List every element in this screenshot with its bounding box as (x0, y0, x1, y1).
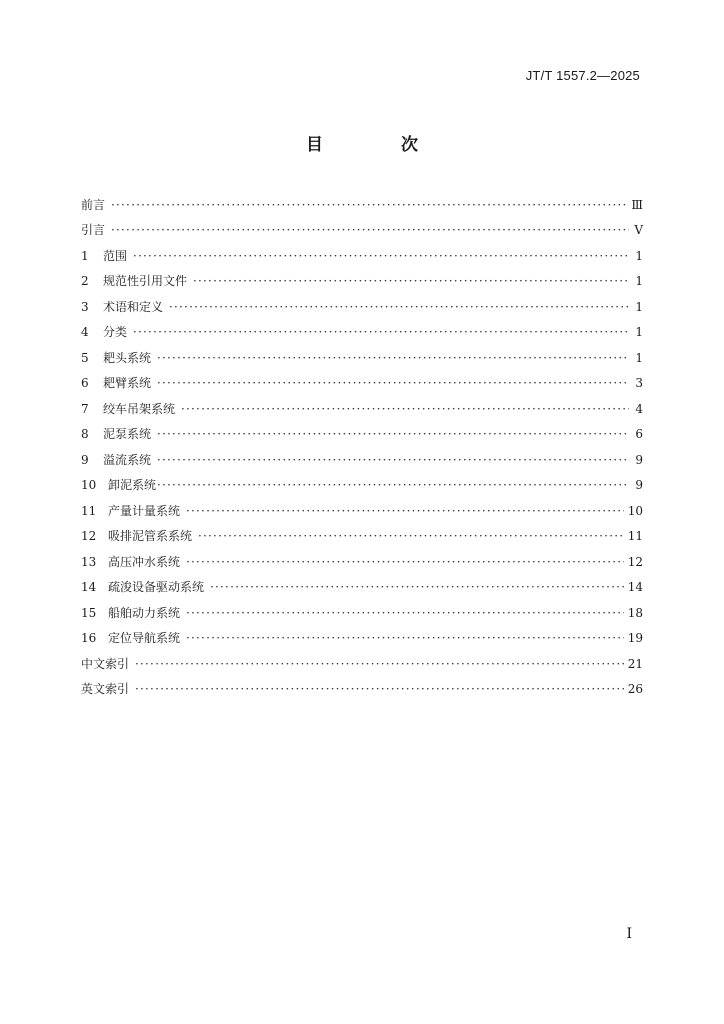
toc-leader-dots (157, 478, 629, 492)
table-of-contents (81, 186, 643, 696)
toc-entry-label: 船舶动力系统 (108, 605, 181, 620)
toc-entry-number: 14 (81, 580, 97, 594)
toc-entry-number: 10 (81, 478, 97, 492)
toc-entry-page: 3 (635, 376, 643, 390)
toc-entry-page: 18 (627, 605, 643, 620)
toc-entry-number: 12 (81, 529, 97, 543)
toc-entry-label: 前言 (81, 197, 106, 212)
toc-leader-dots (157, 427, 629, 441)
toc-entry-6[interactable] (81, 365, 643, 391)
toc-entry-label: 卸泥系统 (108, 478, 157, 492)
toc-entry-number: 6 (81, 376, 89, 390)
toc-entry-number: 11 (81, 503, 97, 518)
toc-entry-8[interactable] (81, 416, 643, 442)
toc-entry-label: 泥泵系统 (103, 427, 152, 441)
page-number: I (626, 926, 632, 942)
toc-entry-page: 19 (627, 631, 643, 645)
toc-entry-page: 4 (635, 401, 643, 416)
toc-leader-dots (186, 606, 624, 620)
toc-leader-dots (210, 580, 624, 594)
toc-entry-page: 14 (627, 580, 643, 594)
toc-entry-page: 1 (635, 325, 643, 339)
toc-entry-2[interactable] (81, 263, 643, 289)
toc-entry-introduction[interactable] (81, 212, 643, 238)
toc-entry-16[interactable] (81, 620, 643, 646)
toc-entry-5[interactable] (81, 339, 643, 365)
toc-leader-dots (135, 657, 624, 671)
toc-entry-english-index[interactable] (81, 671, 643, 697)
toc-entry-11[interactable] (81, 492, 643, 518)
toc-entry-number: 7 (81, 401, 89, 416)
toc-entry-page: Ⅴ (634, 223, 643, 237)
toc-entry-13[interactable] (81, 543, 643, 569)
toc-entry-number: 15 (81, 605, 97, 620)
toc-leader-dots (186, 504, 624, 518)
toc-entry-number: 8 (81, 427, 89, 441)
toc-leader-dots (186, 631, 624, 645)
toc-entry-page: 12 (627, 554, 643, 569)
toc-entry-14[interactable] (81, 569, 643, 595)
toc-entry-label: 分类 (103, 325, 128, 339)
toc-leader-dots (169, 300, 629, 314)
toc-entry-number: 5 (81, 350, 89, 365)
toc-entry-label: 产量计量系统 (108, 503, 181, 518)
toc-leader-dots (186, 555, 624, 569)
toc-entry-1[interactable] (81, 237, 643, 263)
toc-entry-3[interactable] (81, 288, 643, 314)
toc-entry-label: 术语和定义 (103, 299, 164, 314)
toc-entry-page: 10 (627, 503, 643, 518)
toc-entry-page: 21 (627, 656, 643, 671)
toc-leader-dots (157, 376, 629, 390)
toc-entry-foreword[interactable] (81, 186, 643, 212)
toc-entry-page: Ⅲ (631, 197, 643, 212)
toc-entry-7[interactable] (81, 390, 643, 416)
toc-entry-page: 11 (627, 529, 643, 543)
toc-entry-label: 吸排泥管系系统 (108, 529, 193, 543)
toc-entry-page: 1 (635, 248, 643, 263)
toc-entry-label: 规范性引用文件 (103, 274, 188, 288)
toc-leader-dots (157, 453, 629, 467)
toc-entry-number: 4 (81, 325, 89, 339)
toc-entry-number: 9 (81, 452, 89, 467)
toc-entry-page: 1 (635, 274, 643, 288)
toc-entry-label: 溢流系统 (103, 452, 152, 467)
toc-leader-dots (133, 249, 629, 263)
toc-entry-number: 13 (81, 554, 97, 569)
toc-entry-label: 英文索引 (81, 682, 130, 696)
toc-entry-label: 绞车吊架系统 (103, 401, 176, 416)
toc-leader-dots (135, 682, 624, 696)
toc-entry-label: 定位导航系统 (108, 631, 181, 645)
toc-entry-9[interactable] (81, 441, 643, 467)
toc-entry-page: 9 (635, 452, 643, 467)
toc-entry-number: 2 (81, 274, 89, 288)
toc-entry-label: 范围 (103, 248, 128, 263)
toc-entry-number: 16 (81, 631, 97, 645)
toc-entry-label: 引言 (81, 223, 106, 237)
toc-entry-12[interactable] (81, 518, 643, 544)
toc-entry-number: 1 (81, 248, 89, 263)
standard-code: JT/T 1557.2—2025 (525, 68, 640, 83)
toc-entry-label: 耙臂系统 (103, 376, 152, 390)
toc-entry-label: 耙头系统 (103, 350, 152, 365)
toc-leader-dots (198, 529, 624, 543)
toc-leader-dots (133, 325, 629, 339)
toc-entry-label: 疏浚设备驱动系统 (108, 580, 205, 594)
toc-entry-number: 3 (81, 299, 89, 314)
toc-leader-dots (193, 274, 629, 288)
toc-leader-dots (181, 402, 629, 416)
toc-entry-10[interactable] (81, 467, 643, 493)
toc-leader-dots (157, 351, 629, 365)
toc-leader-dots (111, 223, 629, 237)
toc-entry-15[interactable] (81, 594, 643, 620)
toc-entry-page: 6 (635, 427, 643, 441)
toc-entry-page: 9 (635, 478, 643, 492)
toc-entry-label: 高压冲水系统 (108, 554, 181, 569)
toc-entry-chinese-index[interactable] (81, 645, 643, 671)
toc-entry-page: 1 (635, 350, 643, 365)
toc-leader-dots (111, 198, 627, 212)
toc-entry-label: 中文索引 (81, 656, 130, 671)
toc-entry-page: 1 (635, 299, 643, 314)
toc-title: 目 次 (306, 135, 454, 155)
toc-entry-page: 26 (627, 682, 643, 696)
toc-entry-4[interactable] (81, 314, 643, 340)
